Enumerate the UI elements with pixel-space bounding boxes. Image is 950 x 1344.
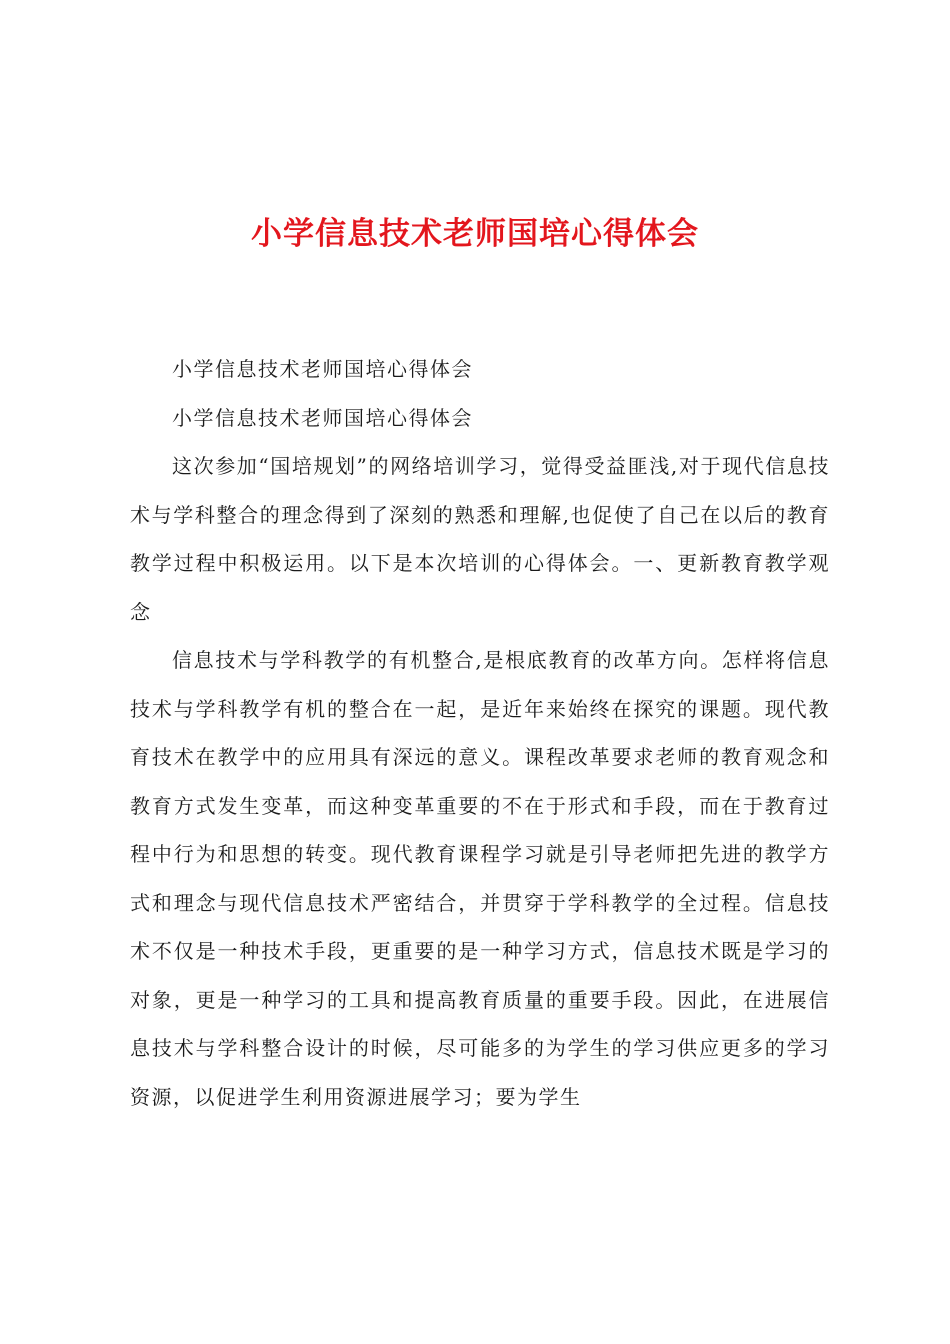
paragraph: 信息技术与学科教学的有机整合,是根底教育的改革方向。怎样将信息技术与学科教学有机的整合在一起，是近年来始终在探究的课题。现代教育技术在教学中的应用具有深远的意义。课程改革要求老师的教育观念和教育方式发生变革，而这种变革重要的不在于形式和手段，而在于教育过程中行为和思想的转变。现代教育课程学习就是引导老师把先进的教学方式和理念与现代信息技术严密结合，并贯穿于学科教学的全过程。信息技术不仅是一种技术手段，更重要的是一种学习方式，信息技术既是学习的对象，更是一种学习的工具和提高教育质量的重要手段。因此，在进展信息技术与学科整合设计的时候，尽可能多的为学生的学习供应更多的学习资源，以促进学生利用资源进展学习；要为学生 <box>130 648 830 1109</box>
document-body <box>130 345 830 1121</box>
paragraph: 小学信息技术老师国培心得体会 <box>172 357 473 381</box>
document-title: 小学信息技术老师国培心得体会 <box>251 216 699 252</box>
paragraph: 这次参加“国培规划”的网络培训学习，觉得受益匪浅,对于现代信息技术与学科整合的理念得到了深刻的熟悉和理解,也促使了自己在以后的教育教学过程中积极运用。以下是本次培训的心得体会。一、更新教育教学观念 <box>130 454 830 624</box>
paragraph: 小学信息技术老师国培心得体会 <box>172 405 473 430</box>
